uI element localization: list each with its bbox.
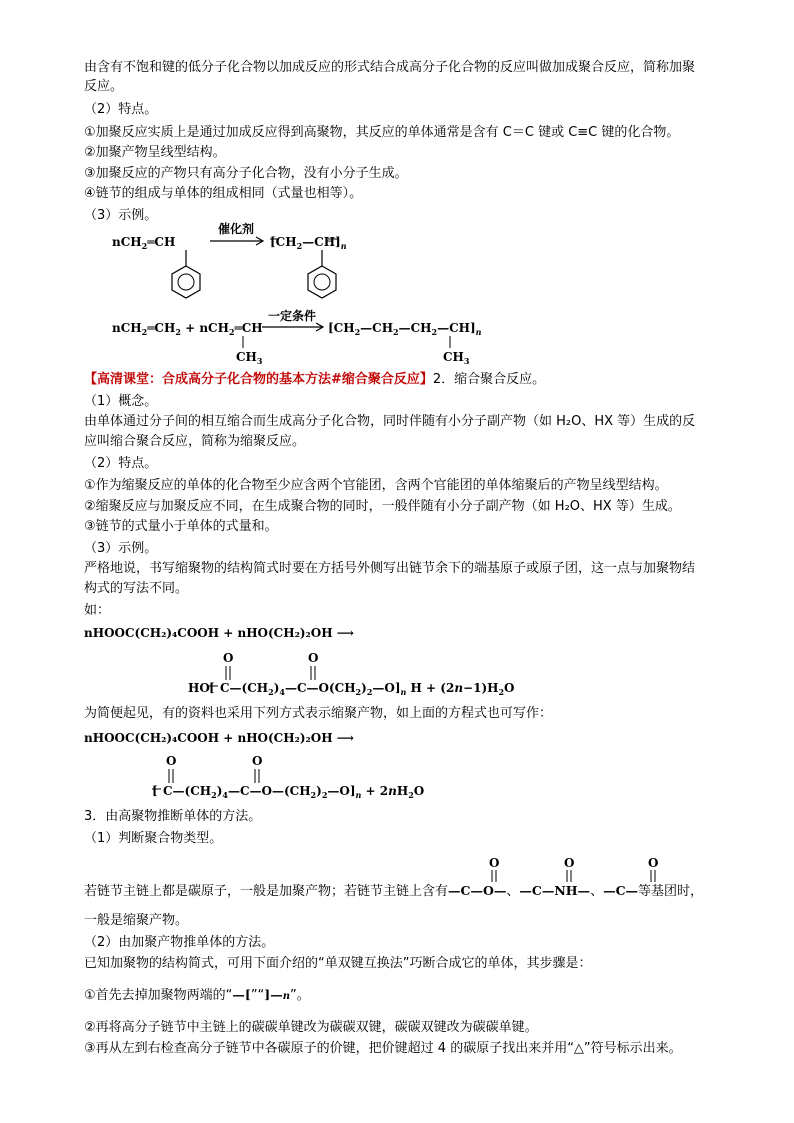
svg-text:O: O	[564, 856, 575, 870]
strict-line-1: 严格地说，书写缩聚物的结构简式时要在方括号外侧写出链节余下的端基原子或原子团，这一点与加聚物结	[84, 561, 696, 576]
left-bracket-symbol: —[	[232, 987, 251, 1002]
svg-text:[: [	[152, 784, 158, 798]
paragraph-definition-cont: 反应。	[84, 79, 124, 94]
step-1	[84, 986, 310, 1006]
section-2-title: 2．缩合聚合反应。	[432, 372, 546, 387]
method-intro: 已知加聚物的结构简式，可用下面介绍的“单双键互换法”巧断合成它的单体，其步骤是：	[84, 956, 592, 971]
judge-line-1: 若链节主链上都是碳原子，一般是加聚产物；若链节主链上含有—C—O—、—C—NH—、—C—等基团时，	[84, 883, 704, 899]
svg-text:O: O	[489, 856, 500, 870]
svg-text:HO: HO	[188, 681, 210, 695]
eq3-reactants: nHOOC(CH₂)₄COOH + nHO(CH₂)₂OH ⟶	[84, 626, 354, 640]
feature-2-1: ①作为缩聚反应的单体的化合物至少应含两个官能团，含两个官能团的单体缩聚后的产物呈线型结构。	[84, 478, 668, 493]
heading-example-2: （3）示例。	[84, 541, 158, 556]
svg-text:O: O	[166, 754, 177, 768]
step-3: ③再从左到右检查高分子链节中各碳原子的价键，把价键超过 4 的碳原子找出来并用“△”符号标示出来。	[84, 1041, 682, 1056]
step-1-text: ①首先去掉加聚物两端的“	[84, 988, 233, 1003]
step-2: ②再将高分子链节中主链上的碳碳单键改为碳碳双键，碳碳双键改为碳碳单键。	[84, 1020, 538, 1035]
ester-group: —C—O—	[448, 883, 507, 898]
judge-line-2: 一般是缩聚产物。	[84, 913, 189, 928]
svg-text:C—(CH2)4—C—O—(CH2)2—O]n + 2nH: $C—(CH_2)_4—C—O—(CH_2)_2—O]_n + 2nH_2O$	[163, 784, 425, 800]
svg-text:O: O	[648, 856, 659, 870]
heading-concept: （1）概念。	[84, 394, 158, 409]
strict-line-2: 构式的写法不同。	[84, 581, 189, 596]
feature-1-4: ④链节的组成与单体的组成相同（式量也相等）。	[84, 186, 363, 201]
judge-text: 若链节主链上都是碳原子，一般是加聚产物；若链节主链上含有	[84, 884, 449, 899]
eq2-product: $[CH_2—CH_2—CH_2—CH]_n$	[328, 321, 482, 337]
heading-judge-type: （1）判断聚合物类型。	[84, 831, 223, 846]
feature-1-3: ③加聚反应的产物只有高分子化合物，没有小分子生成。	[84, 166, 408, 181]
eq1-product: $[CH_2—CH]_n$	[270, 235, 347, 251]
carbonyl-group: —C—	[603, 883, 639, 898]
eq2-product-ch3: $CH_3$	[443, 350, 470, 366]
eq2-reactants: $nCH_2═CH_2$ + nCH$_2$═CH	[112, 321, 263, 337]
right-bracket-symbol: ]—n	[264, 987, 290, 1002]
feature-2-3: ③链节的式量小于单体的式量和。	[84, 519, 278, 534]
eq1-reactant: nCH$_2$═CH	[112, 235, 176, 251]
ru-label: 如：	[84, 603, 111, 618]
amide-group: —C—NH—	[519, 883, 591, 898]
svg-text:O: O	[252, 754, 263, 768]
feature-1-2: ②加聚产物呈线型结构。	[84, 145, 226, 160]
paragraph-definition: 由含有不饱和键的低分子化合物以加成反应的形式结合成高分子化合物的反应叫做加成聚合反应，简称加聚	[84, 60, 696, 75]
feature-2-2: ②缩聚反应与加聚反应不同，在生成聚合物的同时，一般伴随有小分子副产物（如 H₂O、HX 等）生成。	[84, 499, 681, 514]
step-1-mid: ”“	[250, 988, 265, 1003]
concept-line-1: 由单体通过分子间的相互缩合而生成高分子化合物，同时伴随有小分子副产物（如 H₂O、HX 等）生成的反	[84, 414, 696, 429]
svg-text:O: O	[308, 651, 319, 665]
svg-text:[: [	[209, 681, 215, 695]
heading-features-2: （2）特点。	[84, 456, 158, 471]
eq2-sub-ch3: $CH_3$	[236, 350, 263, 366]
concept-line-2: 应叫缩合聚合反应，简称为缩聚反应。	[84, 434, 306, 449]
svg-text:O: O	[223, 651, 234, 665]
feature-1-1: ①加聚反应实质上是通过加成反应得到高聚物，其反应的单体通常是含有 C＝C 键或 C≡C 键的化合物。	[84, 125, 680, 140]
eq1-catalyst: 催化剂	[218, 222, 255, 236]
eq2-condition: 一定条件	[268, 309, 317, 323]
hd-tag[interactable]: 【高清课堂：合成高分子化合物的基本方法#缩合聚合反应】	[84, 372, 433, 387]
svg-text:C—(CH2)4—C—O(CH2)2—O]n H + (2n: $C—(CH_2)_4—C—O(CH_2)_2—O]_n$ $H + (2n-1)H_2O$	[220, 681, 515, 697]
eq4-reactants: nHOOC(CH₂)₄COOH + nHO(CH₂)₂OH ⟶	[84, 731, 354, 745]
step-1-end: ”。	[290, 988, 310, 1003]
heading-example-1: （3）示例。	[84, 208, 158, 223]
judge-end: 等基团时，	[638, 884, 704, 899]
heading-features-1: （2）特点。	[84, 102, 158, 117]
section-3-title: 3．由高聚物推断单体的方法。	[84, 809, 262, 824]
simplify-line: 为简便起见，有的资料也采用下列方式表示缩聚产物，如上面的方程式也可写作：	[84, 706, 553, 721]
heading-infer-addition: （2）由加聚产物推单体的方法。	[84, 935, 275, 950]
